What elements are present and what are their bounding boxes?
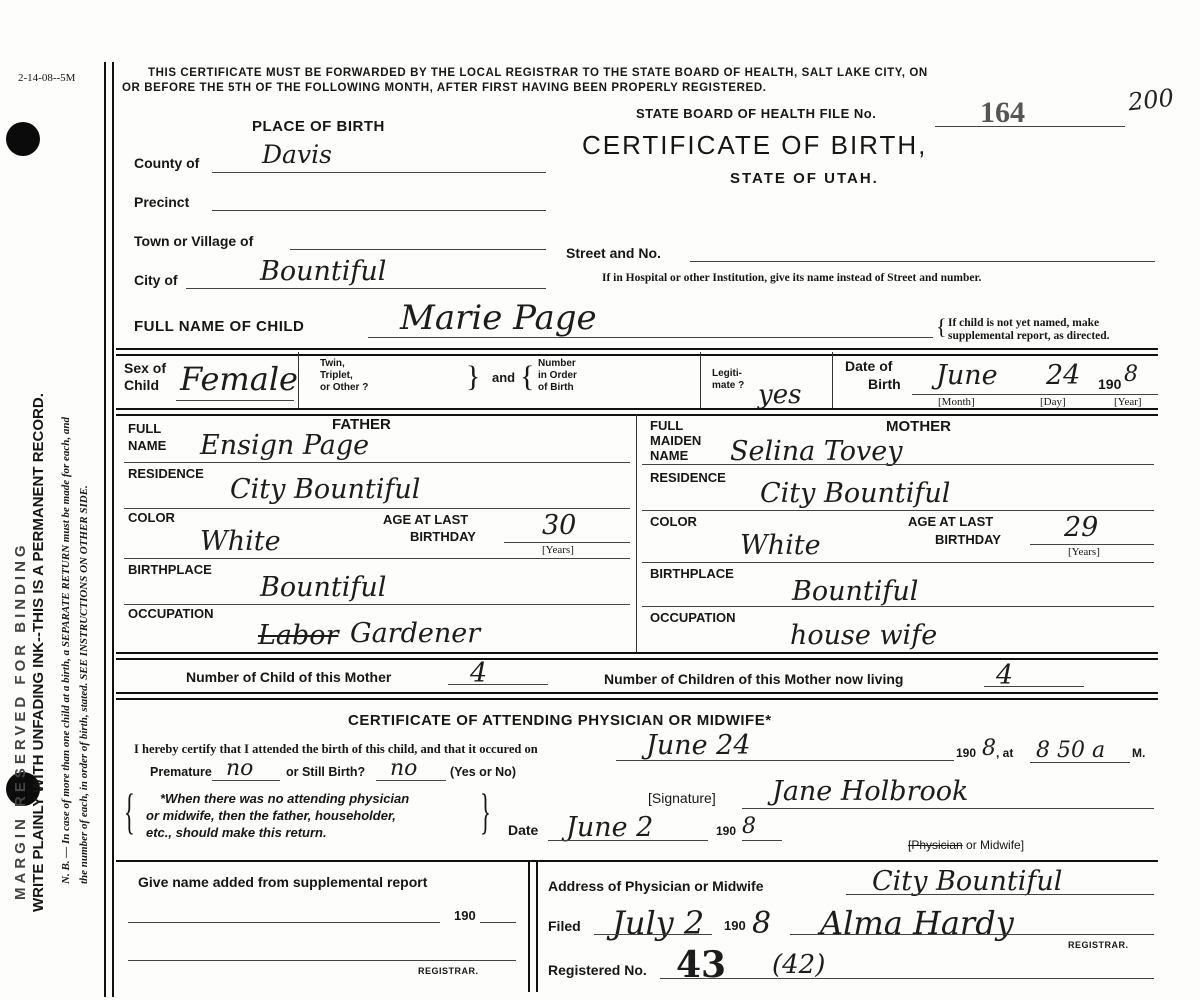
- registrar-signature: Alma Hardy: [820, 904, 1014, 942]
- mother-residence-label: RESIDENCE: [650, 470, 726, 485]
- binding-hole-top: [6, 122, 40, 156]
- sex-label-2: Child: [124, 377, 159, 393]
- father-occupation-value: Gardener: [350, 618, 481, 649]
- footnote-1: *When there was no attending physician: [160, 791, 410, 806]
- twin-l2: Triplet,: [320, 370, 353, 381]
- city-label: City of: [134, 272, 178, 288]
- corner-note: 200: [1126, 83, 1176, 117]
- father-birthplace-label: BIRTHPLACE: [128, 562, 212, 577]
- margin-note-1: N. B. — In case of more than one child at a birth, a SEPARATE RETURN must be made for each, and: [60, 416, 72, 884]
- mother-occupation-value: house wife: [790, 620, 938, 651]
- mother-residence-value: City Bountiful: [760, 478, 951, 509]
- address-value: City Bountiful: [872, 866, 1063, 897]
- legit-l2: mate ?: [712, 380, 745, 391]
- registrar-label: REGISTRAR.: [1068, 940, 1129, 950]
- father-occupation-struck: Labor: [258, 620, 339, 651]
- father-age-value: 30: [542, 510, 577, 541]
- father-name-l2: NAME: [128, 438, 167, 453]
- dob-year-suffix: 8: [1124, 362, 1138, 387]
- attendant-signature: Jane Holbrook: [772, 776, 969, 807]
- dob-label-2: Birth: [868, 376, 901, 392]
- dob-year-prefix: 190: [1098, 376, 1122, 392]
- birth-time-value: 8 50 a: [1036, 738, 1106, 763]
- day-label: [Day]: [1040, 396, 1066, 408]
- mother-birthplace-label: BIRTHPLACE: [650, 566, 734, 581]
- sign-year-suffix: 8: [742, 814, 756, 839]
- mother-color-value: White: [740, 530, 821, 561]
- address-label: Address of Physician or Midwife: [548, 878, 764, 894]
- father-years-label: [Years]: [542, 544, 574, 556]
- father-color-label: COLOR: [128, 510, 175, 525]
- father-color-value: White: [200, 526, 281, 557]
- name-note-2: supplemental report, as directed.: [948, 330, 1110, 342]
- dob-day: 24: [1046, 360, 1081, 391]
- order-l2: in Order: [538, 370, 577, 381]
- filed-label: Filed: [548, 918, 581, 934]
- order-l1: Number: [538, 358, 576, 369]
- premature-value: no: [226, 756, 254, 781]
- footnote-2: or midwife, then the father, householder,: [146, 808, 396, 823]
- m-label: M.: [1132, 746, 1146, 760]
- birth-year-prefix: 190: [956, 746, 977, 760]
- notice-line-1: THIS CERTIFICATE MUST BE FORWARDED BY THE LOCAL REGISTRAR TO THE STATE BOARD OF HEALTH, SALT LAKE CITY, ON: [148, 67, 928, 79]
- father-occupation-label: OCCUPATION: [128, 606, 214, 621]
- sign-date-label: Date: [508, 822, 539, 838]
- notice-line-2: OR BEFORE THE 5TH OF THE FOLLOWING MONTH, AFTER FIRST HAVING BEEN PROPERLY REGISTERED.: [122, 82, 767, 94]
- sign-date-value: June 2: [566, 812, 654, 843]
- street-label: Street and No.: [566, 245, 661, 261]
- legit-value: yes: [758, 380, 802, 410]
- birth-date-value: June 24: [646, 730, 751, 761]
- signature-label: [Signature]: [648, 790, 716, 806]
- order-l3: of Birth: [538, 382, 574, 393]
- form-code: 2-14-08--5M: [18, 72, 76, 84]
- father-birthplace-value: Bountiful: [260, 572, 387, 603]
- margin-rule-1: [104, 62, 106, 997]
- mother-name-l2: MAIDEN: [650, 433, 702, 448]
- still-birth-label: or Still Birth?: [286, 765, 366, 779]
- certificate-subtitle: STATE OF UTAH.: [730, 170, 879, 187]
- father-name-l1: FULL: [128, 421, 162, 436]
- sex-label-1: Sex of: [124, 360, 167, 376]
- father-residence-value: City Bountiful: [230, 474, 421, 505]
- sex-value: Female: [180, 360, 298, 398]
- month-label: [Month]: [938, 396, 975, 408]
- father-age-l1: AGE AT LAST: [383, 512, 469, 527]
- father-heading: FATHER: [332, 416, 391, 433]
- father-age-l2: BIRTHDAY: [410, 529, 476, 544]
- place-heading: PLACE OF BIRTH: [252, 118, 385, 135]
- father-name-value: Ensign Page: [200, 430, 370, 461]
- mother-birthplace-value: Bountiful: [792, 576, 919, 607]
- mother-age-value: 29: [1064, 512, 1099, 543]
- supplemental-label: Give name added from supplemental report: [138, 874, 428, 890]
- mother-heading: MOTHER: [886, 418, 951, 435]
- filed-year-prefix: 190: [724, 918, 746, 933]
- and-label: and: [492, 370, 516, 385]
- margin-rule-2: [112, 62, 114, 997]
- mother-name-value: Selina Tovey: [730, 436, 903, 467]
- mother-years-label: [Years]: [1068, 546, 1100, 558]
- twin-l1: Twin,: [320, 358, 345, 369]
- city-value: Bountiful: [260, 256, 387, 287]
- registered-label: Registered No.: [548, 962, 647, 978]
- child-name-value: Marie Page: [400, 298, 597, 338]
- father-residence-label: RESIDENCE: [128, 466, 204, 481]
- filed-year-suffix: 8: [752, 906, 772, 941]
- year-label: [Year]: [1114, 396, 1142, 408]
- at-label: , at: [996, 746, 1014, 760]
- hospital-note: If in Hospital or other Institution, give its name instead of Street and number.: [602, 272, 982, 284]
- file-no-label: STATE BOARD OF HEALTH FILE No.: [636, 106, 877, 121]
- mother-occupation-label: OCCUPATION: [650, 610, 736, 625]
- supplemental-registrar: REGISTRAR.: [418, 966, 479, 976]
- yes-no-label: (Yes or No): [450, 765, 516, 779]
- name-note-1: If child is not yet named, make: [948, 317, 1100, 329]
- supplemental-year: 190: [454, 908, 476, 923]
- child-name-label: FULL NAME OF CHILD: [134, 318, 305, 335]
- registered-paren: (42): [772, 950, 826, 980]
- attending-heading: CERTIFICATE OF ATTENDING PHYSICIAN OR MIDWIFE*: [348, 712, 772, 729]
- margin-permanent-text: WRITE PLAINLY WITH UNFADING INK--THIS IS A PERMANENT RECORD.: [30, 393, 47, 912]
- town-label: Town or Village of: [134, 233, 254, 249]
- living-value: 4: [996, 660, 1014, 691]
- child-number-label: Number of Child of this Mother: [186, 669, 392, 685]
- birth-year-suffix: 8: [982, 736, 996, 761]
- midwife-label: or Midwife]: [966, 838, 1025, 852]
- margin-binding-text: MARGIN RESERVED FOR BINDING: [12, 541, 29, 900]
- county-label: County of: [134, 155, 200, 171]
- twin-l3: or Other ?: [320, 382, 369, 393]
- file-no: 164: [980, 96, 1025, 129]
- county-value: Davis: [262, 140, 332, 169]
- legit-l1: Legiti-: [712, 368, 742, 379]
- precinct-label: Precinct: [134, 194, 190, 210]
- dob-month: June: [936, 360, 998, 391]
- mother-age-l2: BIRTHDAY: [935, 532, 1001, 547]
- footnote-3: etc., should make this return.: [146, 825, 327, 840]
- living-label: Number of Children of this Mother now living: [604, 671, 904, 687]
- child-number-value: 4: [470, 658, 488, 689]
- certificate-title: CERTIFICATE OF BIRTH,: [582, 130, 928, 160]
- registered-number: 43: [676, 944, 727, 986]
- mother-name-l1: FULL: [650, 418, 684, 433]
- margin-note-2: the number of each, in order of birth, stated. SEE INSTRUCTIONS ON OTHER SIDE.: [78, 485, 90, 884]
- still-birth-value: no: [390, 756, 418, 781]
- mother-color-label: COLOR: [650, 514, 697, 529]
- mother-name-l3: NAME: [650, 448, 689, 463]
- dob-label-1: Date of: [845, 358, 893, 374]
- mother-age-l1: AGE AT LAST: [908, 514, 994, 529]
- sign-year-prefix: 190: [716, 824, 737, 838]
- physician-struck: [Physician: [908, 838, 963, 852]
- premature-label: Premature: [150, 765, 212, 779]
- certify-text: I hereby certify that I attended the birth of this child, and that it occured on: [134, 742, 538, 756]
- filed-date-value: July 2: [612, 904, 705, 942]
